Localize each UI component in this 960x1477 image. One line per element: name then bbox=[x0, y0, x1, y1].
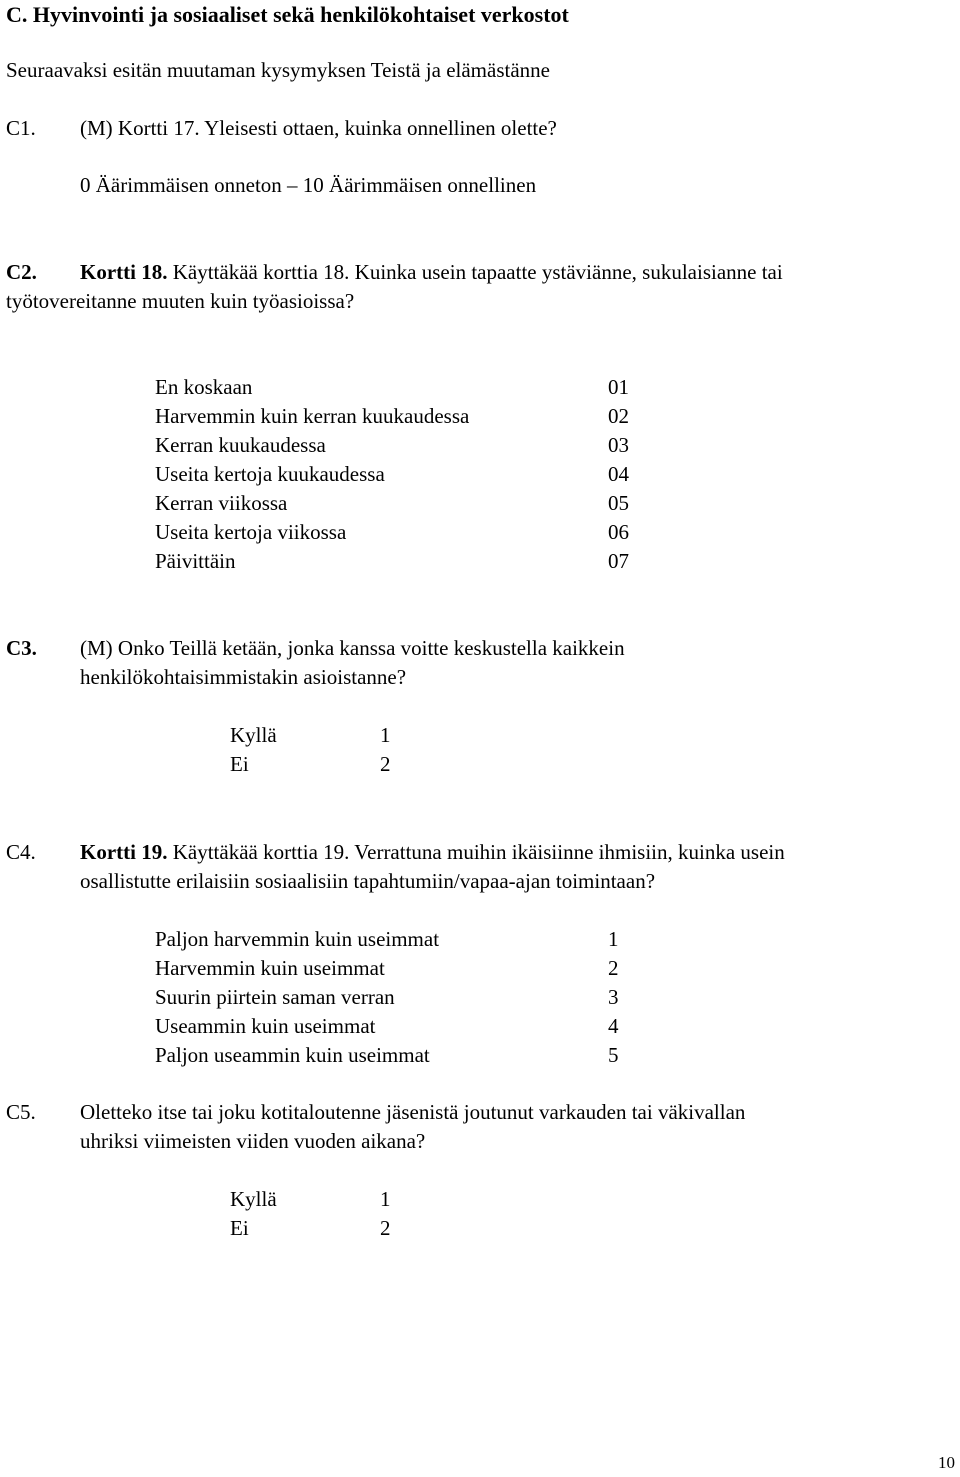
question-body-continued: uhriksi viimeisten viiden vuoden aikana? bbox=[80, 1129, 426, 1153]
option-label: Kerran viikossa bbox=[155, 491, 288, 515]
option-code: 1 bbox=[608, 927, 619, 951]
option-code: 01 bbox=[608, 375, 629, 399]
option-label: Ei bbox=[230, 1216, 249, 1240]
intro-text: Seuraavaksi esitän muutaman kysymyksen Teistä ja elämästänne bbox=[6, 58, 550, 82]
question-text: (M) Onko Teillä ketään, jonka kanssa voitte keskustella kaikkein bbox=[80, 636, 625, 660]
option-code: 05 bbox=[608, 491, 629, 515]
option-code: 07 bbox=[608, 549, 629, 573]
card-marker: (M) Kortti 17. bbox=[80, 116, 200, 140]
option-label: Harvemmin kuin kerran kuukaudessa bbox=[155, 404, 470, 428]
question-text bbox=[80, 258, 783, 287]
option-code: 4 bbox=[608, 1014, 619, 1038]
option-code: 2 bbox=[380, 752, 391, 776]
question-body: Käyttäkää korttia 19. Verrattuna muihin ikäisiinne ihmisiin, kuinka usein bbox=[172, 840, 785, 864]
card-marker: Kortti 18. bbox=[80, 260, 168, 284]
option-label: En koskaan bbox=[155, 375, 253, 399]
section-title: C. Hyvinvointi ja sosiaaliset sekä henkilökohtaiset verkostot bbox=[6, 2, 569, 27]
option-code: 06 bbox=[608, 520, 629, 544]
question-text bbox=[80, 838, 785, 867]
option-code: 02 bbox=[608, 404, 629, 428]
question-number: C4. bbox=[6, 840, 36, 864]
option-code: 2 bbox=[608, 956, 619, 980]
option-code: 03 bbox=[608, 433, 629, 457]
question-number: C2. bbox=[6, 260, 37, 284]
question-text bbox=[80, 114, 557, 143]
question-body-continued: osallistutte erilaisiin sosiaalisiin tapahtumiin/vapaa-ajan toimintaan? bbox=[80, 869, 656, 893]
option-label: Useammin kuin useimmat bbox=[155, 1014, 376, 1038]
option-code: 1 bbox=[380, 723, 391, 747]
question-number: C1. bbox=[6, 116, 36, 140]
option-label: Paljon useammin kuin useimmat bbox=[155, 1043, 430, 1067]
option-code: 5 bbox=[608, 1043, 619, 1067]
question-body-continued: henkilökohtaisimmistakin asioistanne? bbox=[80, 665, 407, 689]
question-body: Yleisesti ottaen, kuinka onnellinen olette? bbox=[204, 116, 557, 140]
question-body: Käyttäkää korttia 18. Kuinka usein tapaatte ystäviänne, sukulaisianne tai bbox=[172, 260, 783, 284]
option-code: 3 bbox=[608, 985, 619, 1009]
option-code: 04 bbox=[608, 462, 629, 486]
card-marker: Kortti 19. bbox=[80, 840, 168, 864]
option-label: Kyllä bbox=[230, 1187, 277, 1211]
option-label: Harvemmin kuin useimmat bbox=[155, 956, 385, 980]
question-body-continued: työtovereitanne muuten kuin työasioissa? bbox=[6, 289, 355, 313]
question-number: C3. bbox=[6, 636, 37, 660]
question-number: C5. bbox=[6, 1100, 36, 1124]
option-label: Useita kertoja viikossa bbox=[155, 520, 347, 544]
option-code: 1 bbox=[380, 1187, 391, 1211]
option-label: Useita kertoja kuukaudessa bbox=[155, 462, 385, 486]
option-code: 2 bbox=[380, 1216, 391, 1240]
option-label: Kerran kuukaudessa bbox=[155, 433, 326, 457]
option-label: Päivittäin bbox=[155, 549, 236, 573]
option-label: Suurin piirtein saman verran bbox=[155, 985, 395, 1009]
page-number: 10 bbox=[938, 1453, 955, 1472]
scale-text: 0 Äärimmäisen onneton – 10 Äärimmäisen onnellinen bbox=[80, 173, 537, 197]
question-text: Oletteko itse tai joku kotitaloutenne jäsenistä joutunut varkauden tai väkivallan bbox=[80, 1100, 746, 1124]
option-label: Kyllä bbox=[230, 723, 277, 747]
option-label: Ei bbox=[230, 752, 249, 776]
option-label: Paljon harvemmin kuin useimmat bbox=[155, 927, 440, 951]
